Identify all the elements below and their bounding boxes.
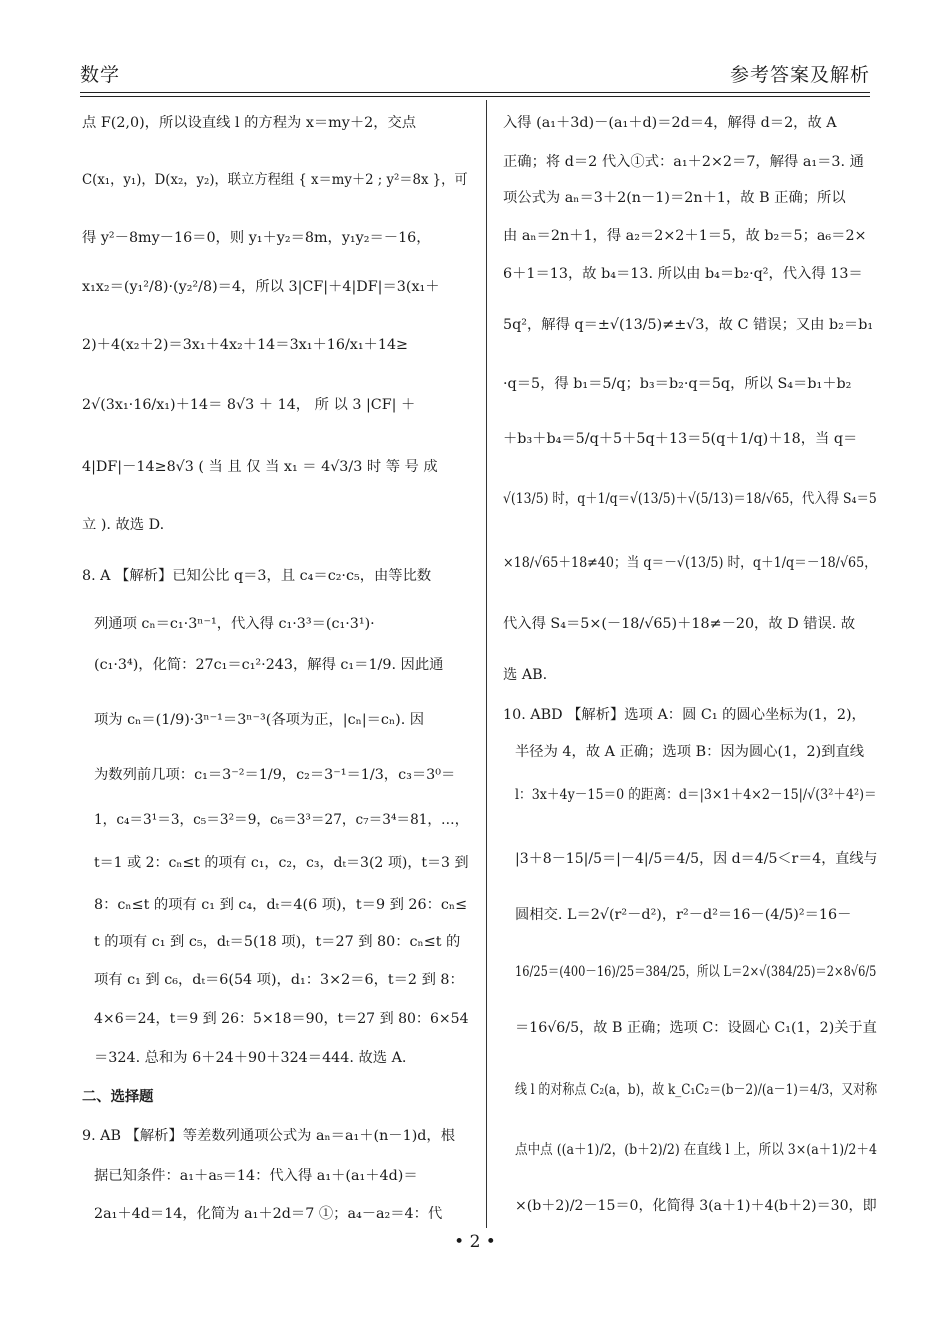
text-line: 2)＋4(x₂＋2)＝3x₁＋4x₂＋14＝3x₁＋16/x₁＋14≥ [82,337,409,353]
text-line: t 的项有 c₁ 到 c₅，dₜ＝5(18 项)，t＝27 到 80：cₙ≤t 的 [94,934,461,950]
text-line: 16/25＝(400－16)/25＝384/25，所以 L＝2×√(384/25)＝2×8√6/5 [515,964,877,980]
text-line: 正确；将 d＝2 代入①式：a₁＋2×2＝7，解得 a₁＝3. 通 [503,154,864,170]
text-line: 9. AB 【解析】等差数列通项公式为 aₙ＝a₁＋(n－1)d，根 [82,1128,456,1144]
text-line: |3＋8－15|/5＝|－4|/5＝4/5，因 d＝4/5＜r＝4，直线与 [515,851,878,867]
text-line: 项有 c₁ 到 c₆，dₜ＝6(54 项)，d₁：3×2＝6，t＝2 到 8： [94,972,464,988]
text-line: ×18/√65＋18≠40；当 q＝－√(13/5) 时，q＋1/q＝－18/√65， [503,555,877,571]
text-line: 点 F(2,0)，所以设直线 l 的方程为 x＝my＋2，交点 [82,115,417,131]
subject-label: 数学 [80,64,121,86]
text-line: C(x₁，y₁)，D(x₂，y₂)，联立方程组 { x＝my＋2 ; y²＝8x }，可 [82,172,468,188]
text-line: 5q²，解得 q＝±√(13/5)≠±√3，故 C 错误；又由 b₂＝b₁ [503,317,874,333]
text-line: √(13/5) 时，q＋1/q＝√(13/5)＋√(5/13)＝18/√65，代入得 S₄＝5 [503,491,877,507]
section-title: 参考答案及解析 [729,64,870,86]
text-line: 据已知条件：a₁＋a₅＝14：代入得 a₁＋(a₁＋4d)＝ [94,1168,418,1184]
text-line: 代入得 S₄＝5×(－18/√65)＋18≠－20，故 D 错误. 故 [503,616,856,632]
header-rule-thick [80,92,870,93]
text-line: 4×6＝24，t＝9 到 26：5×18＝90，t＝27 到 80：6×54 [94,1011,469,1027]
text-line: 立 ). 故选 D. [82,517,165,533]
text-line: 项公式为 aₙ＝3＋2(n－1)＝2n＋1，故 B 正确；所以 [503,190,846,206]
text-line: 6＋1＝13，故 b₄＝13. 所以由 b₄＝b₂·q²，代入得 13＝ [503,266,863,282]
section-heading: 二、选择题 [82,1089,154,1105]
text-line: ＝16√6/5，故 B 正确；选项 C：设圆心 C₁(1，2)关于直 [515,1020,877,1036]
text-line: l：3x＋4y－15＝0 的距离：d＝|3×1＋4×2－15|/√(3²＋4²)＝ [515,787,877,803]
text-line: 入得 (a₁＋3d)－(a₁＋d)＝2d＝4，解得 d＝2，故 A [503,115,837,131]
text-line: 列通项 cₙ＝c₁·3ⁿ⁻¹，代入得 c₁·3³＝(c₁·3¹)· [94,616,375,632]
text-line: (c₁·3⁴)，化简：27c₁＝c₁²·243，解得 c₁＝1/9. 因此通 [94,657,444,673]
text-line: 圆相交. L＝2√(r²－d²)，r²－d²＝16－(4/5)²＝16－ [515,907,852,923]
text-line: 2√(3x₁·16/x₁)＋14＝ 8√3 ＋ 14， 所 以 3 |CF| ＋ [82,397,416,413]
page-number: • 2 • [454,1232,496,1252]
text-line: 8：cₙ≤t 的项有 c₁ 到 c₄，dₜ＝4(6 项)，t＝9 到 26：cₙ≤ [94,897,468,913]
text-line: 8. A 【解析】已知公比 q＝3，且 c₄＝c₂·c₅，由等比数 [82,568,432,584]
text-line: 线 l 的对称点 C₂(a，b)，故 k_C₁C₂＝(b－2)/(a－1)＝4/3，又对称 [515,1082,878,1098]
text-line: x₁x₂＝(y₁²/8)·(y₂²/8)＝4，所以 3|CF|＋4|DF|＝3(x₁＋ [82,279,440,295]
text-line: 2a₁＋4d＝14，化简为 a₁＋2d＝7 ①；a₄－a₂＝4：代 [94,1206,443,1222]
text-line: ·q＝5，得 b₁＝5/q；b₃＝b₂·q＝5q，所以 S₄＝b₁＋b₂ [503,376,852,392]
text-line: 1，c₄＝3¹＝3，c₅＝3²＝9，c₆＝3³＝27，c₇＝3⁴＝81，…， [94,812,469,828]
text-line: t＝1 或 2：cₙ≤t 的项有 c₁，c₂，c₃，dₜ＝3(2 项)，t＝3 到 [94,855,469,871]
text-line: ＋b₃＋b₄＝5/q＋5＋5q＋13＝5(q＋1/q)＋18，当 q＝ [503,431,858,447]
page-header [80,58,870,90]
text-line: 4|DF|－14≥8√3 ( 当 且 仅 当 x₁ ＝ 4√3/3 时 等 号 成 [82,459,438,475]
text-line: 项为 cₙ＝(1/9)·3ⁿ⁻¹＝3ⁿ⁻³(各项为正，|cₙ|＝cₙ). 因 [94,712,425,728]
text-line: 为数列前几项：c₁＝3⁻²＝1/9，c₂＝3⁻¹＝1/3，c₃＝3⁰＝ [94,767,456,783]
text-line: ＝324. 总和为 6＋24＋90＋324＝444. 故选 A. [94,1050,407,1066]
text-line: 选 AB. [503,667,548,683]
text-line: 10. ABD 【解析】选项 A：圆 C₁ 的圆心坐标为(1，2)， [503,707,866,723]
text-line: ×(b＋2)/2－15＝0，化简得 3(a＋1)＋4(b＋2)＝30，即 [515,1198,877,1214]
text-line: 由 aₙ＝2n＋1，得 a₂＝2×2＋1＝5，故 b₂＝5；a₆＝2× [503,228,867,244]
header-rule-thin [80,96,870,97]
text-line: 半径为 4，故 A 正确；选项 B：因为圆心(1，2)到直线 [515,744,865,760]
text-line: 得 y²－8my－16＝0，则 y₁＋y₂＝8m，y₁y₂＝－16， [82,230,431,246]
column-divider [486,100,487,1228]
text-line: 点中点 ((a＋1)/2，(b＋2)/2) 在直线 l 上，所以 3×(a＋1)/2＋4 [515,1142,877,1158]
